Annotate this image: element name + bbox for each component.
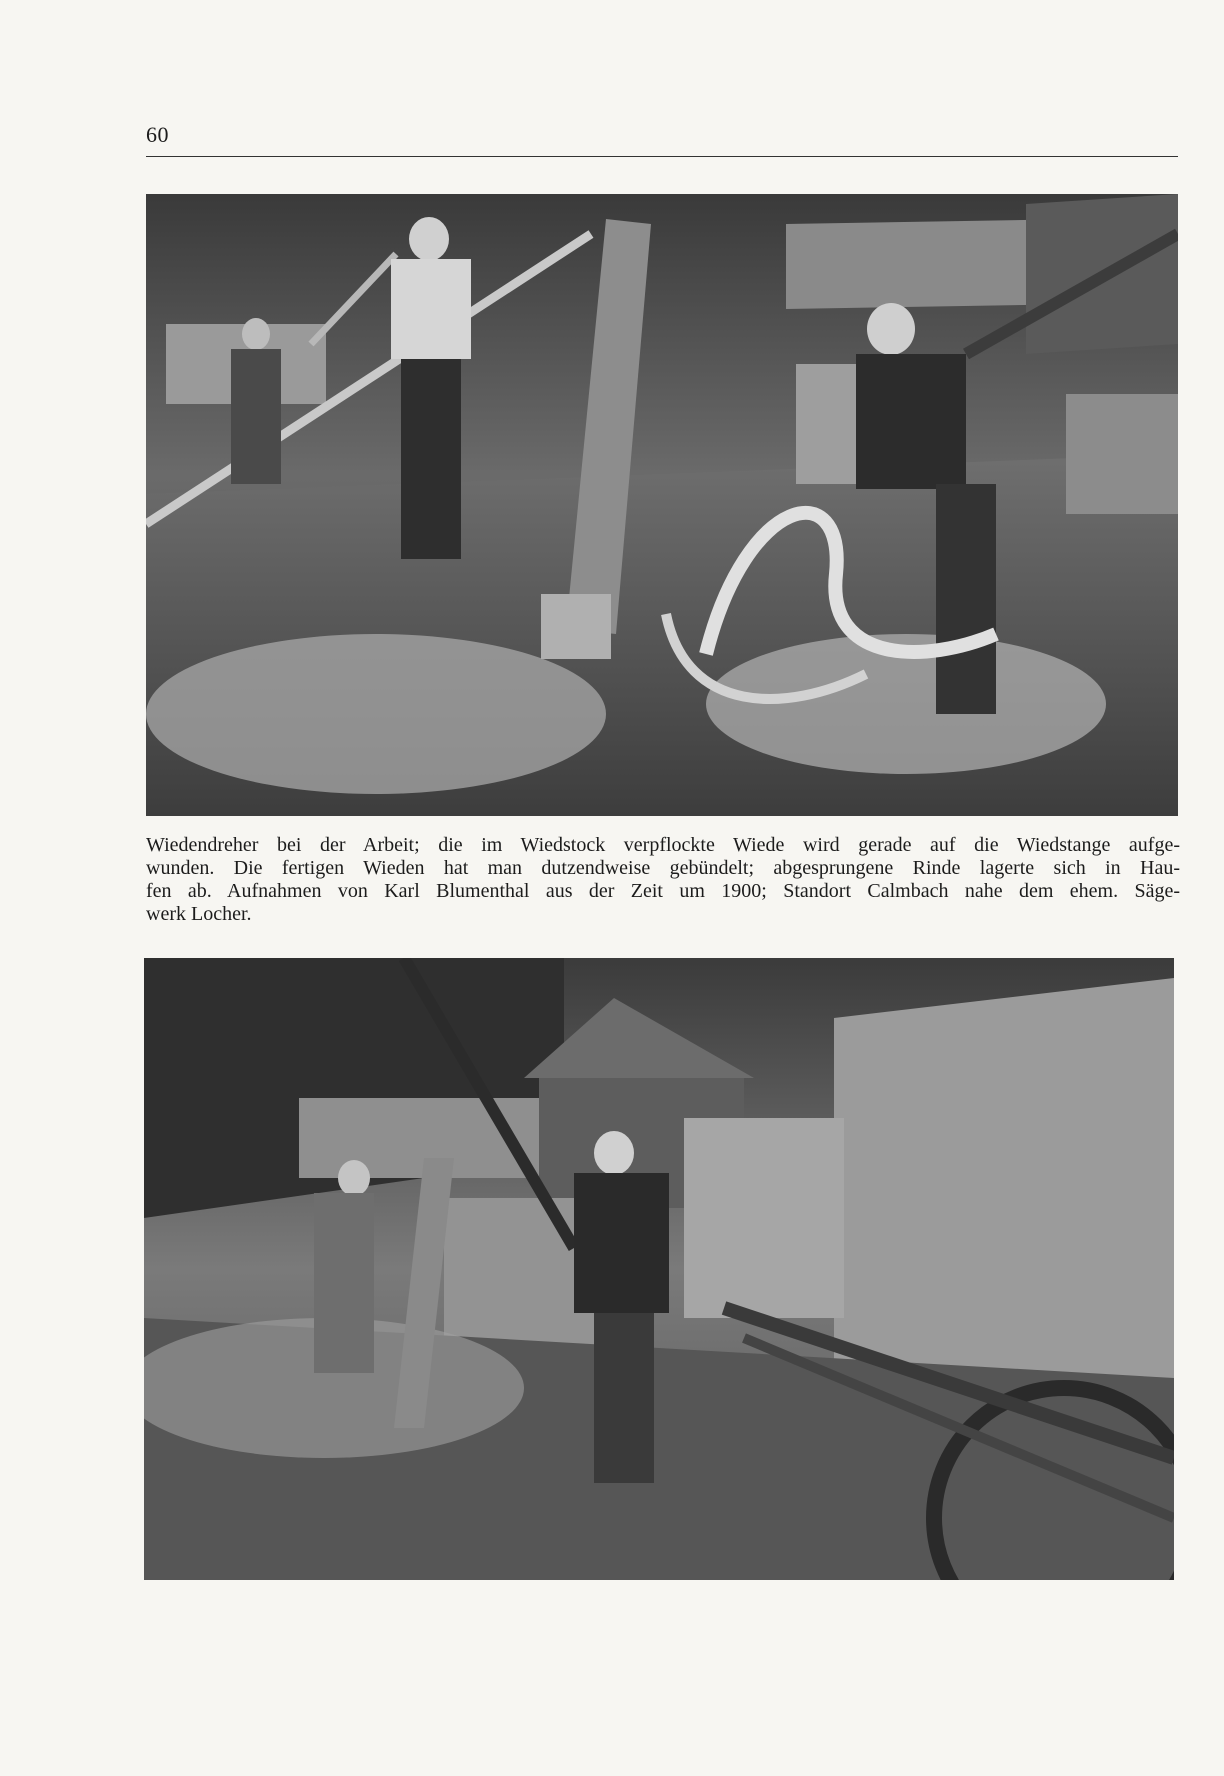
caption-line: fen ab. Aufnahmen von Karl Blumenthal aus der Zeit um 1900; Standort Calmbach nahe dem ehem. Säge- <box>146 880 1180 902</box>
caption-line: werk Locher. <box>146 903 252 925</box>
photo-caption <box>146 834 1180 926</box>
photo-wiedendreher-at-work <box>146 194 1178 816</box>
page-number: 60 <box>146 122 169 147</box>
caption-line: Wiedendreher bei der Arbeit; die im Wiedstock verpflockte Wiede wird gerade auf die Wiedstange aufge- <box>146 834 1180 856</box>
caption-line: wunden. Die fertigen Wieden hat man dutzendweise gebündelt; abgesprungene Rinde lagerte sich in Hau- <box>146 857 1180 879</box>
header-rule <box>146 156 1178 157</box>
photo-woodpile-and-workers <box>144 958 1174 1580</box>
